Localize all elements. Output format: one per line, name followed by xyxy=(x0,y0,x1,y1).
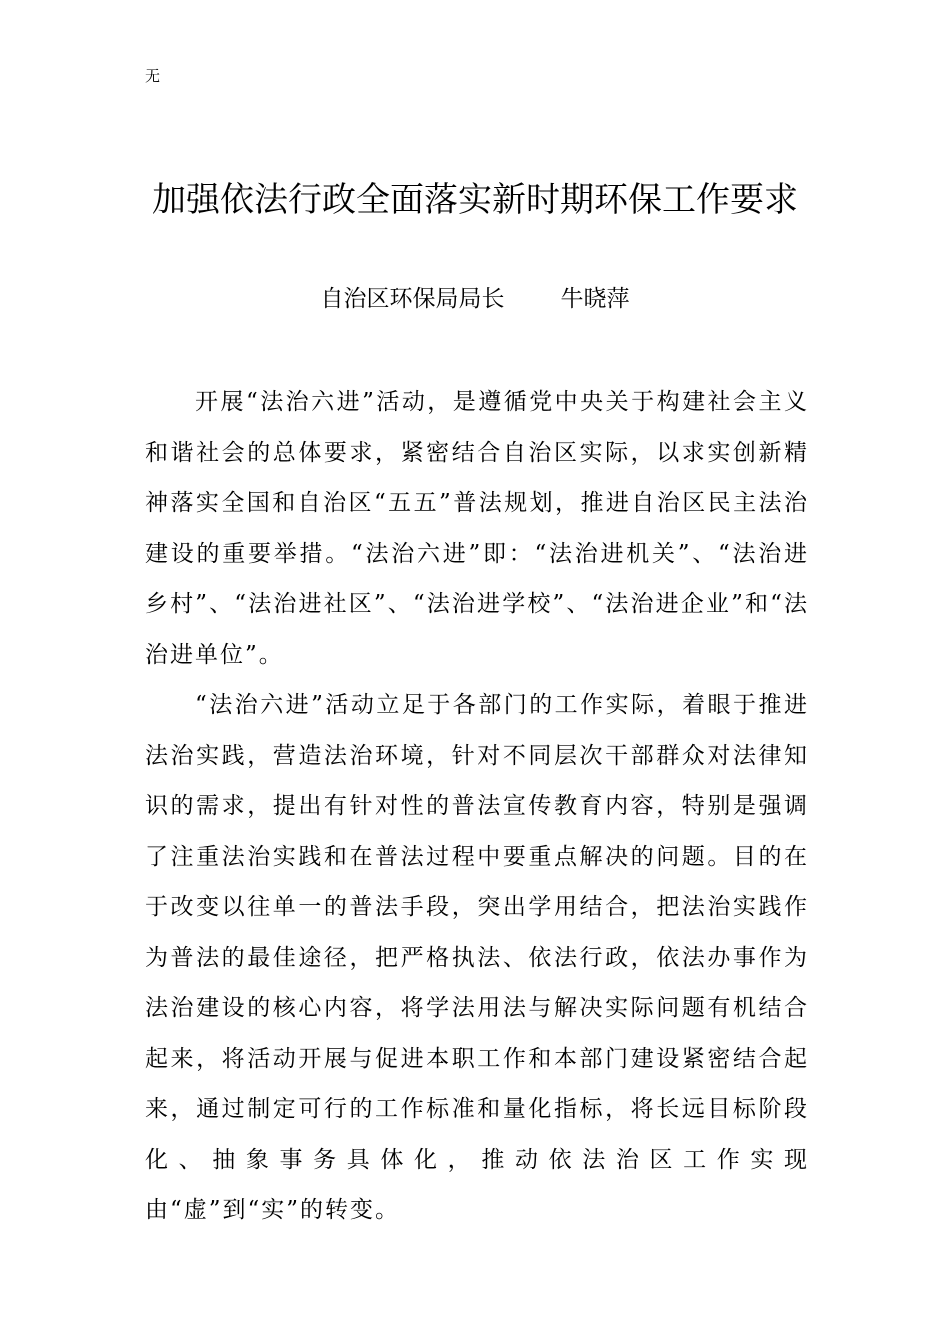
author-name: 牛晓萍 xyxy=(560,286,630,312)
header-mark: 无 xyxy=(145,67,161,85)
paragraph: 开展“法治六进”活动，是遵循党中央关于构建社会主义和谐社会的总体要求，紧密结合自治区实际，以求实创新精神落实全国和自治区“五五”普法规划，推进自治区民主法治建设的重要举措。“法治六进”即：“法治进机关”、“法治进乡村”、“法治进社区”、“法治进学校”、“法治进企业”和“法治进单位”。 xyxy=(145,389,809,668)
byline xyxy=(0,282,950,316)
article-title: 加强依法行政全面落实新时期环保工作要求 xyxy=(152,180,798,220)
article-body xyxy=(145,377,809,1236)
paragraph: “法治六进”活动立足于各部门的工作实际，着眼于推进法治实践，营造法治环境，针对不同层次干部群众对法律知识的需求，提出有针对性的普法宣传教育内容，特别是强调了注重法治实践和在普法过程中要重点解决的问题。目的在于改变以往单一的普法手段，突出学用结合，把法治实践作为普法的最佳途径，把严格执法、依法行政，依法办事作为法治建设的核心内容，将学法用法与解决实际问题有机结合起来，将活动开展与促进本职工作和本部门建设紧密结合起来，通过制定可行的工作标准和量化指标，将长远目标阶段化、抽象事务具体化，推动依法治区工作实现由“虚”到“实”的转变。 xyxy=(145,692,809,1223)
author-position: 自治区环保局局长 xyxy=(320,286,505,312)
